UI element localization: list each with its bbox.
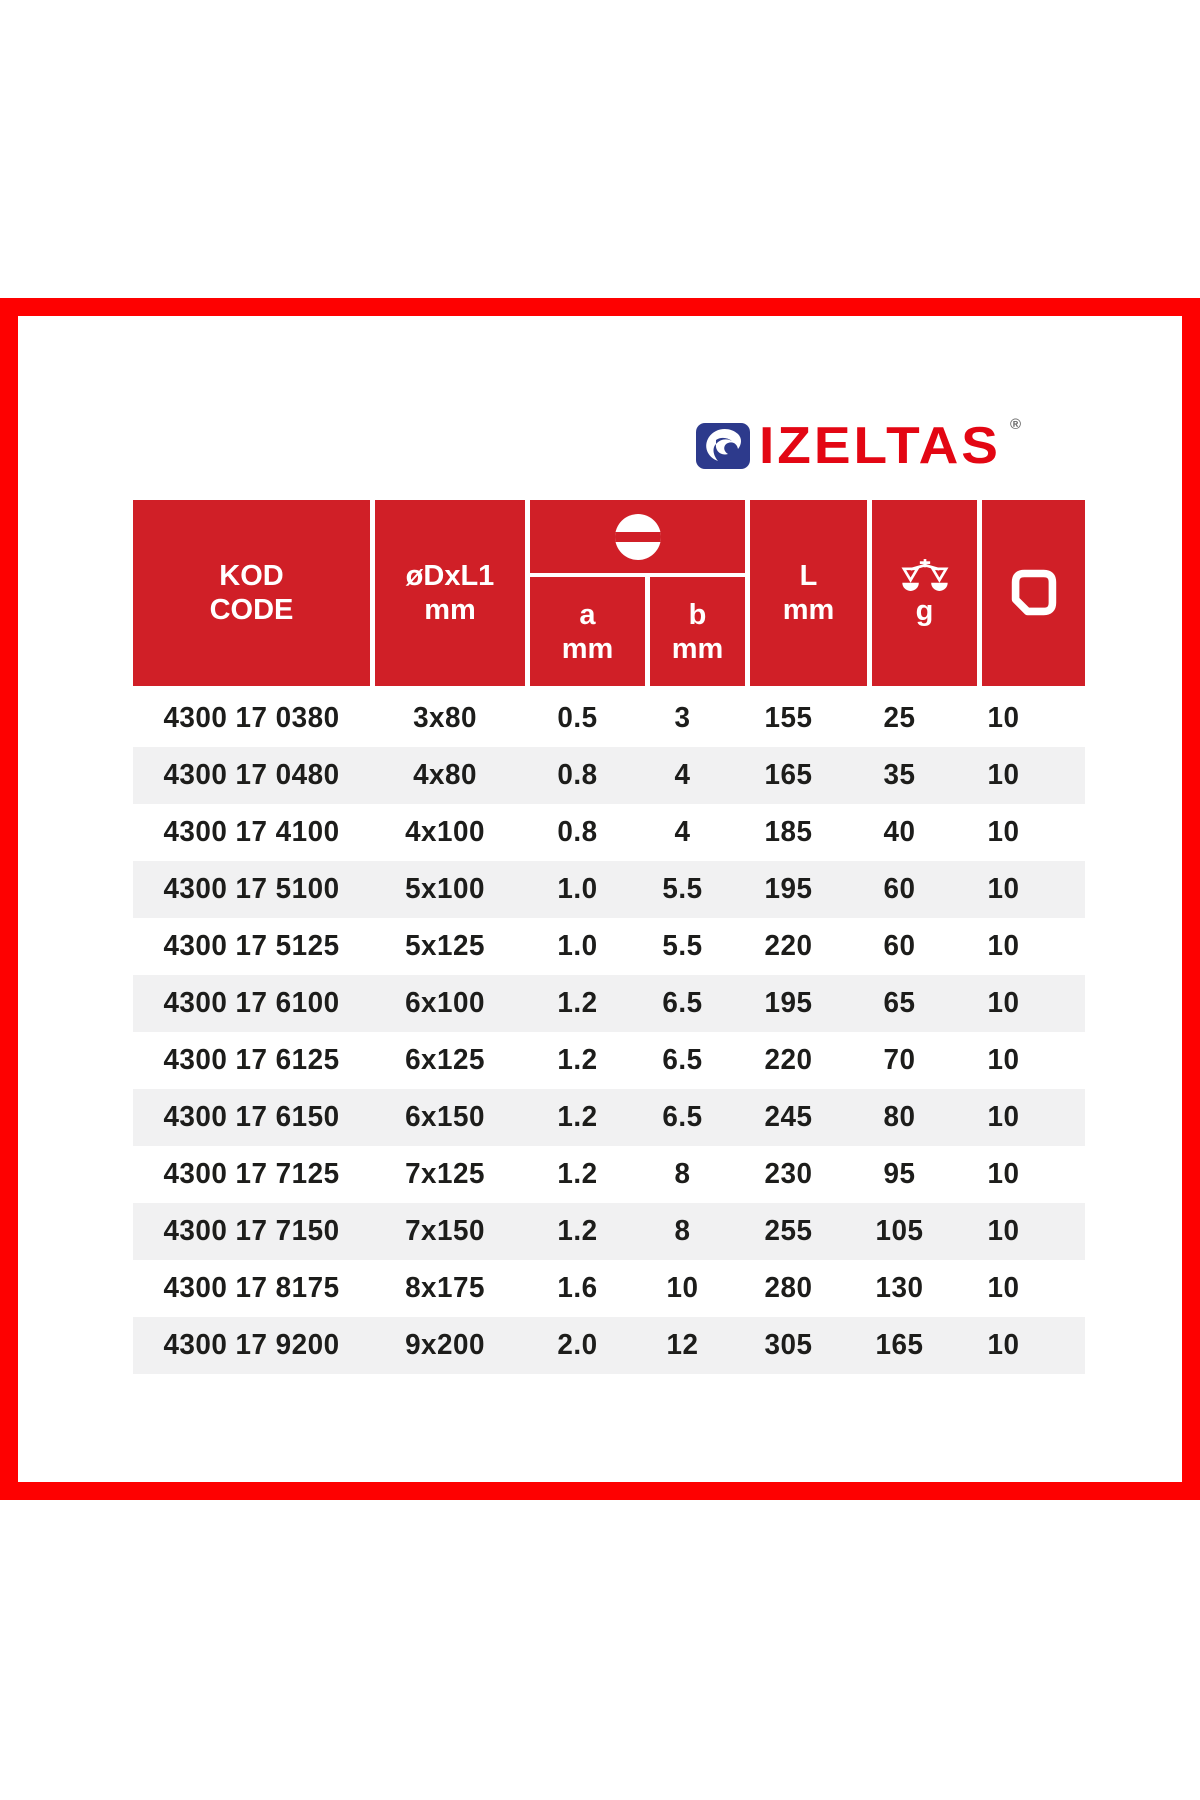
cell-code: 4300 17 8175 xyxy=(163,1272,340,1304)
cell-weight_g: 40 xyxy=(883,816,916,848)
cell-a_mm: 2.0 xyxy=(557,1329,598,1361)
cell-dimensions_mm: 8x175 xyxy=(405,1272,485,1304)
cell-code: 4300 17 7150 xyxy=(163,1215,340,1247)
cell-code: 4300 17 5125 xyxy=(163,930,340,962)
cell-b_mm: 4 xyxy=(674,759,691,791)
brand-logo-text: IZELTAS xyxy=(759,415,1001,475)
cell-length_mm: 305 xyxy=(764,1329,813,1361)
cell-pack_qty: 10 xyxy=(987,1215,1020,1247)
cell-length_mm: 195 xyxy=(764,987,813,1019)
table-row xyxy=(133,1203,1085,1260)
header-cell-pack-qty xyxy=(982,500,1085,686)
cell-weight_g: 35 xyxy=(883,759,916,791)
cell-code: 4300 17 5100 xyxy=(163,873,340,905)
header-label: mm xyxy=(424,594,476,626)
cell-a_mm: 1.2 xyxy=(557,1215,598,1247)
cell-b_mm: 8 xyxy=(674,1158,691,1190)
spec-table xyxy=(133,500,1085,1374)
cell-dimensions_mm: 6x150 xyxy=(405,1101,485,1133)
brand-logo xyxy=(696,415,1022,475)
header-label: øDxL1 xyxy=(405,560,495,592)
cell-weight_g: 65 xyxy=(883,987,916,1019)
cell-weight_g: 130 xyxy=(875,1272,924,1304)
header-cell-length xyxy=(750,500,867,686)
slotted-screwdriver-tip-icon xyxy=(615,514,661,560)
cell-b_mm: 5.5 xyxy=(662,873,703,905)
cell-weight_g: 60 xyxy=(883,873,916,905)
cell-pack_qty: 10 xyxy=(987,930,1020,962)
cell-length_mm: 220 xyxy=(764,930,813,962)
cell-length_mm: 155 xyxy=(764,702,813,734)
cell-code: 4300 17 0380 xyxy=(163,702,340,734)
header-label: a xyxy=(579,598,596,631)
cell-dimensions_mm: 7x150 xyxy=(405,1215,485,1247)
cell-pack_qty: 10 xyxy=(987,1044,1020,1076)
cell-length_mm: 230 xyxy=(764,1158,813,1190)
cell-a_mm: 0.5 xyxy=(557,702,598,734)
cell-b_mm: 6.5 xyxy=(662,1101,703,1133)
cell-weight_g: 70 xyxy=(883,1044,916,1076)
cell-a_mm: 1.2 xyxy=(557,1158,598,1190)
table-row xyxy=(133,804,1085,861)
cell-a_mm: 1.2 xyxy=(557,987,598,1019)
cell-a_mm: 1.0 xyxy=(557,930,598,962)
header-cell-code xyxy=(133,500,370,686)
table-row xyxy=(133,1260,1085,1317)
cell-a_mm: 0.8 xyxy=(557,816,598,848)
cell-a_mm: 1.2 xyxy=(557,1044,598,1076)
cell-pack_qty: 10 xyxy=(987,816,1020,848)
table-row xyxy=(133,747,1085,804)
cell-length_mm: 255 xyxy=(764,1215,813,1247)
cell-pack_qty: 10 xyxy=(987,702,1020,734)
package-box-icon xyxy=(1008,567,1060,619)
table-row xyxy=(133,1089,1085,1146)
cell-pack_qty: 10 xyxy=(987,1329,1020,1361)
cell-a_mm: 1.0 xyxy=(557,873,598,905)
cell-length_mm: 165 xyxy=(764,759,813,791)
cell-dimensions_mm: 4x80 xyxy=(413,759,477,791)
cell-a_mm: 1.2 xyxy=(557,1101,598,1133)
header-label: L xyxy=(799,560,818,592)
table-row xyxy=(133,918,1085,975)
cell-length_mm: 185 xyxy=(764,816,813,848)
eagle-logo-icon xyxy=(696,423,750,469)
cell-code: 4300 17 6100 xyxy=(163,987,340,1019)
header-cell-b xyxy=(650,577,745,686)
cell-length_mm: 195 xyxy=(764,873,813,905)
cell-dimensions_mm: 5x125 xyxy=(405,930,485,962)
header-label: b xyxy=(688,598,707,631)
cell-b_mm: 4 xyxy=(674,816,691,848)
cell-length_mm: 280 xyxy=(764,1272,813,1304)
cell-pack_qty: 10 xyxy=(987,873,1020,905)
cell-dimensions_mm: 7x125 xyxy=(405,1158,485,1190)
cell-b_mm: 8 xyxy=(674,1215,691,1247)
cell-weight_g: 105 xyxy=(875,1215,924,1247)
cell-weight_g: 165 xyxy=(875,1329,924,1361)
cell-length_mm: 245 xyxy=(764,1101,813,1133)
header-cell-a xyxy=(530,577,645,686)
table-body xyxy=(133,690,1085,1374)
cell-pack_qty: 10 xyxy=(987,1272,1020,1304)
cell-dimensions_mm: 9x200 xyxy=(405,1329,485,1361)
table-row xyxy=(133,1146,1085,1203)
cell-a_mm: 1.6 xyxy=(557,1272,598,1304)
cell-dimensions_mm: 5x100 xyxy=(405,873,485,905)
cell-b_mm: 10 xyxy=(666,1272,699,1304)
cell-dimensions_mm: 6x100 xyxy=(405,987,485,1019)
cell-code: 4300 17 6150 xyxy=(163,1101,340,1133)
balance-scale-icon xyxy=(900,558,950,592)
cell-code: 4300 17 6125 xyxy=(163,1044,340,1076)
header-cell-slot-group xyxy=(530,500,745,573)
cell-b_mm: 12 xyxy=(666,1329,699,1361)
cell-code: 4300 17 7125 xyxy=(163,1158,340,1190)
header-label: CODE xyxy=(209,594,294,626)
header-label: mm xyxy=(782,594,835,626)
table-row xyxy=(133,1317,1085,1374)
cell-length_mm: 220 xyxy=(764,1044,813,1076)
cell-a_mm: 0.8 xyxy=(557,759,598,791)
cell-dimensions_mm: 3x80 xyxy=(413,702,477,734)
registered-trademark: ® xyxy=(1010,416,1022,433)
cell-dimensions_mm: 6x125 xyxy=(405,1044,485,1076)
cell-code: 4300 17 4100 xyxy=(163,816,340,848)
header-cell-dimensions xyxy=(375,500,525,686)
header-cell-weight xyxy=(872,500,977,686)
header-label: KOD xyxy=(219,560,284,592)
cell-b_mm: 3 xyxy=(674,702,691,734)
cell-pack_qty: 10 xyxy=(987,759,1020,791)
cell-weight_g: 25 xyxy=(883,702,916,734)
header-label: mm xyxy=(671,632,724,665)
header-label: mm xyxy=(561,632,614,665)
slot-bar xyxy=(615,532,661,542)
table-header xyxy=(133,500,1085,686)
table-row xyxy=(133,1032,1085,1089)
cell-b_mm: 5.5 xyxy=(662,930,703,962)
cell-dimensions_mm: 4x100 xyxy=(405,816,485,848)
cell-code: 4300 17 9200 xyxy=(163,1329,340,1361)
header-label: g xyxy=(915,595,934,627)
table-row xyxy=(133,690,1085,747)
table-row xyxy=(133,861,1085,918)
cell-weight_g: 60 xyxy=(883,930,916,962)
cell-b_mm: 6.5 xyxy=(662,1044,703,1076)
cell-pack_qty: 10 xyxy=(987,987,1020,1019)
cell-pack_qty: 10 xyxy=(987,1158,1020,1190)
cell-b_mm: 6.5 xyxy=(662,987,703,1019)
cell-weight_g: 80 xyxy=(883,1101,916,1133)
table-row xyxy=(133,975,1085,1032)
cell-code: 4300 17 0480 xyxy=(163,759,340,791)
cell-weight_g: 95 xyxy=(883,1158,916,1190)
cell-pack_qty: 10 xyxy=(987,1101,1020,1133)
